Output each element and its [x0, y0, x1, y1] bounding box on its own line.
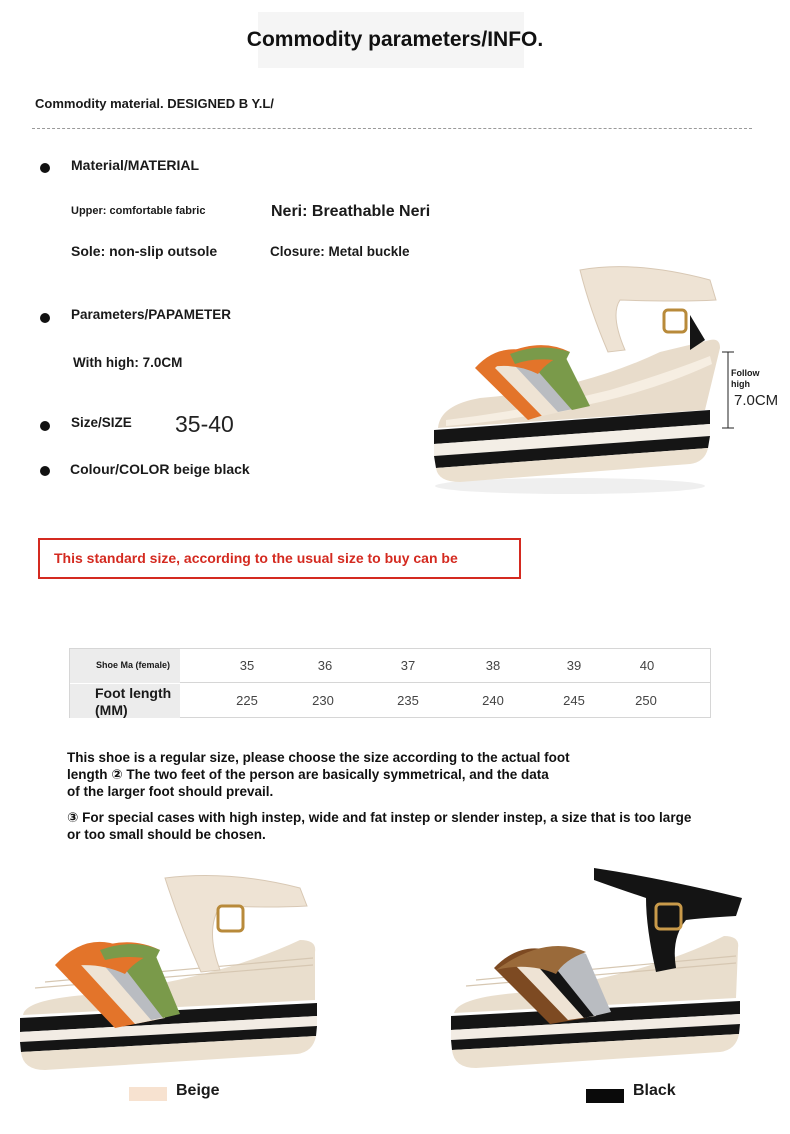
shoe-size-header: Shoe Ma (female): [96, 660, 171, 670]
table-cell: 37: [400, 658, 416, 673]
foot-length-header: Foot length (MM): [95, 685, 172, 718]
size-table: [69, 648, 711, 718]
table-cell: 40: [639, 658, 655, 673]
bullet-icon: [40, 163, 50, 173]
table-cell: 235: [397, 693, 419, 708]
height-value-label: 7.0CM: [734, 392, 779, 409]
height-label-high: high: [731, 379, 750, 389]
black-sandal-image: [446, 868, 766, 1078]
table-row: [70, 649, 710, 683]
table-header-cell: [70, 649, 180, 683]
table-cell: 225: [236, 693, 258, 708]
black-swatch: [586, 1089, 624, 1103]
table-cell: 240: [482, 693, 504, 708]
page-subtitle: Commodity material. DESIGNED B Y.L/: [35, 96, 274, 111]
bullet-icon: [40, 313, 50, 323]
material-heading: Material/MATERIAL: [71, 157, 200, 173]
beige-swatch: [129, 1087, 167, 1101]
heel-height-spec: With high: 7.0CM: [73, 355, 183, 370]
size-note-1: This shoe is a regular size, please choose the size according to the actual foot length ② The two feet of the person are basically symmetrical, and the data of the larger foot should prevail.: [67, 750, 570, 799]
beige-label: Beige: [176, 1082, 220, 1099]
table-cell: 245: [563, 693, 585, 708]
upper-spec: Upper: comfortable fabric: [71, 205, 206, 217]
size-notice-box: [38, 538, 521, 579]
height-label-follow: Follow: [731, 368, 760, 378]
neri-spec: Neri: Breathable Neri: [271, 203, 431, 220]
bullet-icon: [40, 466, 50, 476]
sole-spec: Sole: non-slip outsole: [71, 243, 218, 259]
table-cell: 36: [317, 658, 333, 673]
bullet-icon: [40, 421, 50, 431]
size-note-2: ③ For special cases with high instep, wide and fat instep or slender instep, a size that is too large or too small should be chosen.: [67, 810, 692, 842]
beige-sandal-image: [15, 870, 335, 1080]
table-cell: 35: [239, 658, 255, 673]
size-notice-text: This standard size, according to the usual size to buy can be: [54, 550, 458, 566]
colour-heading: Colour/COLOR beige black: [70, 461, 250, 477]
dashed-divider: [32, 128, 752, 129]
size-range: 35-40: [175, 411, 234, 437]
table-cell: 250: [635, 693, 657, 708]
table-header-cell: [70, 684, 180, 718]
parameters-heading: Parameters/PAPAMETER: [71, 307, 232, 322]
size-heading: Size/SIZE: [71, 415, 132, 430]
table-cell: 230: [312, 693, 334, 708]
page-title: Commodity parameters/INFO.: [246, 28, 544, 51]
black-label: Black: [633, 1082, 676, 1099]
table-row: [70, 684, 710, 718]
table-cell: 38: [485, 658, 501, 673]
table-cell: 39: [566, 658, 582, 673]
closure-spec: Closure: Metal buckle: [270, 244, 410, 259]
